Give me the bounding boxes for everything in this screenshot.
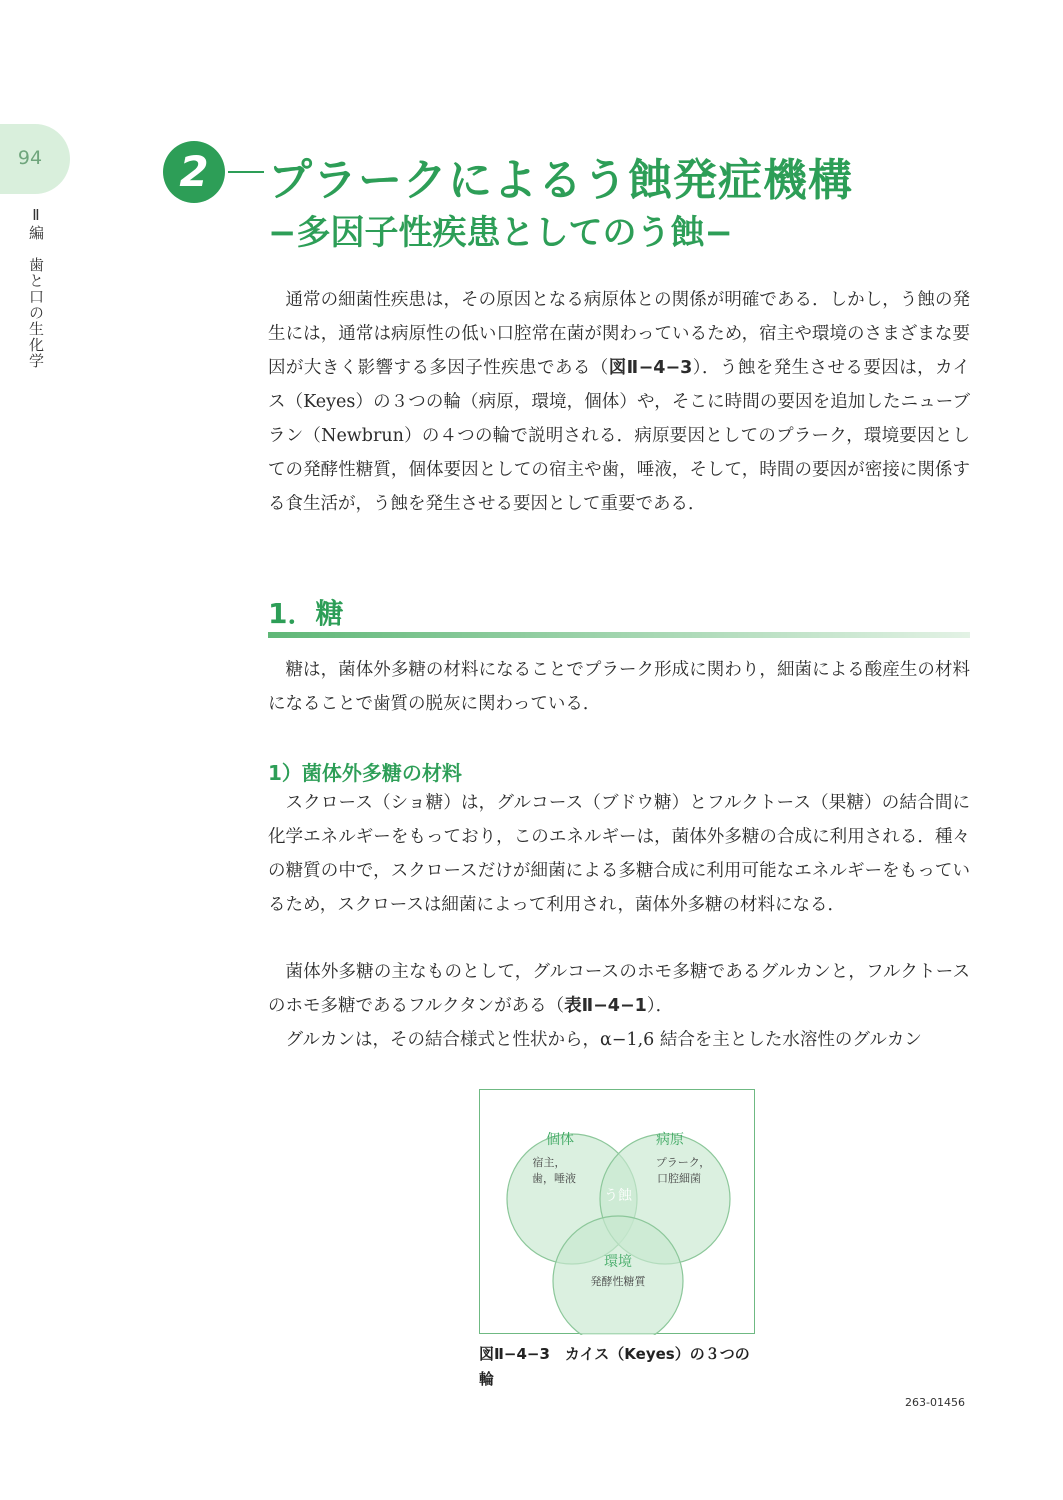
subsection-paragraph-3: グルカンは，その結合様式と性状から，α−1,6 結合を主とした水溶性のグルカン <box>285 1030 922 1050</box>
intro-paragraph <box>268 283 970 521</box>
venn-diagram <box>480 1090 756 1335</box>
intro-text-a: 通常の細菌性疾患は，その原因となる病原体との関係が明確である．しかし，う蝕の発生には，通常は病原性の低い口腔常在菌が関わっているため，宿主や環境のさまざまな要因が大きく影響する多因子性疾患である（ <box>268 290 970 378</box>
environment-line1: 発酵性糖質 <box>590 1275 646 1288</box>
intro-text-b: ）．う蝕を発生させる要因は，カイス（Keyes）の３つの輪（病原，環境，個体）や，そこに時間の要因を追加したニューブラン（Newbrun）の４つの輪で説明される．病原要因としてのプラーク，環境要因としての発酵性糖質，個体要因としての宿主や歯，唾液，そして，時間の要因が密接に関係する食生活が，う蝕を発生させる要因として重要である． <box>268 358 970 514</box>
title-dash <box>228 171 264 173</box>
table-reference: 表Ⅱ−4−1 <box>564 996 647 1016</box>
pathogen-line1: プラーク， <box>655 1156 711 1169</box>
section-rule <box>268 632 970 638</box>
side-label <box>26 206 47 369</box>
pathogen-title: 病原 <box>656 1132 684 1148</box>
pathogen-line2: 口腔細菌 <box>657 1172 701 1185</box>
individual-line2: 歯，唾液 <box>532 1172 576 1185</box>
section-heading: 1．糖 <box>268 597 344 630</box>
page-number: 94 <box>17 147 43 169</box>
side-label-part: Ⅱ編 <box>27 206 45 241</box>
subsection-heading: 1）菌体外多糖の材料 <box>268 761 462 785</box>
center-label: う蝕 <box>604 1188 632 1204</box>
figure-reference: 図Ⅱ−4−3 <box>608 358 693 378</box>
individual-line1: 宿主， <box>532 1156 566 1169</box>
individual-title: 個体 <box>546 1132 574 1148</box>
chapter-badge: 2 <box>163 141 225 203</box>
figure-caption-line1: 図Ⅱ−4−3 カイス（Keyes）の３つの <box>479 1345 750 1363</box>
subsection-paragraph-1: スクロース（ショ糖）は，グルコース（ブドウ糖）とフルクトース（果糖）の結合間に化学エネルギーをもっており，このエネルギーは，菌体外多糖の合成に利用される．種々の糖質の中で，スクロースだけが細菌による多糖合成に利用可能なエネルギーをもっているため，スクロースは細菌によって利用され，菌体外多糖の材料になる． <box>268 793 970 915</box>
side-label-title: 歯と口の生化学 <box>27 257 45 369</box>
figure-caption <box>479 1342 769 1392</box>
p2-text-b: ）． <box>646 996 674 1016</box>
environment-title: 環境 <box>604 1254 632 1270</box>
venn-figure <box>479 1089 755 1334</box>
p2-text-a: 菌体外多糖の主なものとして，グルコースのホモ多糖であるグルカンと，フルクトースのホモ多糖であるフルクタンがある（ <box>268 962 970 1016</box>
chapter-title: プラークによるう蝕発症機構 <box>268 155 853 206</box>
document-code: 263-01456 <box>905 1396 965 1409</box>
section-paragraph: 糖は，菌体外多糖の材料になることでプラーク形成に関わり，細菌による酸産生の材料になることで歯質の脱灰に関わっている． <box>268 660 970 714</box>
chapter-subtitle: −多因子性疾患としてのう蝕− <box>268 213 733 253</box>
subsection-paragraph-2 <box>268 955 970 1023</box>
figure-caption-line2: 輪 <box>479 1370 495 1388</box>
